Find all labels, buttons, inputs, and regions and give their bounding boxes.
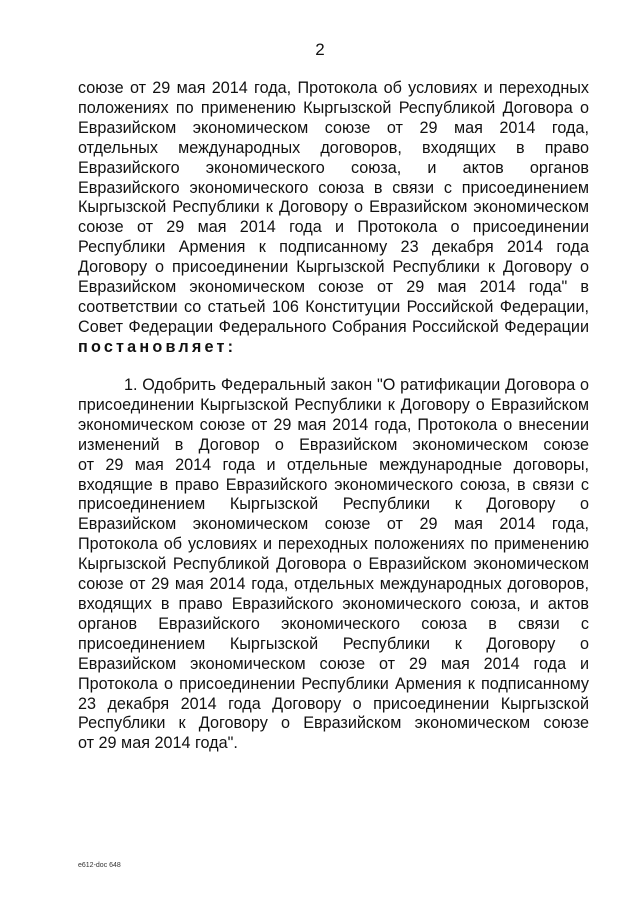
text-line: Протокола об условиях и переходных положениях по применению (78, 535, 589, 554)
text-line: изменений в Договор о Евразийском экономическом союзе (78, 435, 589, 454)
text-line: союзе от 29 мая 2014 года и Протокола о присоединении (78, 218, 589, 237)
text-line: от 29 мая 2014 года". (78, 734, 238, 753)
text-line: Евразийского экономического союза в связи с присоединением (78, 178, 589, 197)
text-line: 1. Одобрить Федеральный закон "О ратификации Договора о (124, 376, 589, 394)
paragraph-preamble (78, 79, 589, 358)
paragraph-approval (78, 376, 589, 754)
text-line: присоединением Кыргызской Республики к Договору о (78, 634, 589, 653)
text-line: 23 декабря 2014 года Договору о присоединении Кыргызской (78, 694, 589, 713)
text-line: органов Евразийского экономического союза в связи с (78, 614, 589, 633)
text-line: Евразийском экономическом союзе от 29 мая 2014 года" в (78, 278, 589, 297)
text-line: присоединении Кыргызской Республики к Договору о Евразийском (78, 395, 589, 414)
text-line: экономическом союзе от 29 мая 2014 года, Протокола о внесении (78, 415, 589, 434)
page-number: 2 (315, 40, 325, 59)
text-line: Евразийском экономическом союзе от 29 мая 2014 года, (78, 118, 589, 137)
text-line: Евразийском экономическом союзе от 29 мая 2014 года и (78, 654, 589, 673)
text-line: Кыргызской Республики к Договору о Евразийском экономическом (78, 198, 589, 217)
text-line: положениях по применению Кыргызской Республикой Договора о (78, 98, 589, 117)
text-line: союзе от 29 мая 2014 года, отдельных международных договоров, (78, 575, 589, 594)
text-line: союзе от 29 мая 2014 года, Протокола об условиях и переходных (78, 79, 589, 97)
resolution-word: постановляет: (78, 337, 237, 356)
text-line: входящие в право Евразийского экономического союза, в связи с (78, 475, 589, 494)
text-line: Евразийского экономического союза, и актов органов (78, 158, 589, 177)
text-line: Протокола о присоединении Республики Армения к подписанному (78, 674, 589, 693)
text-line: Республики к Договору о Евразийском экономическом союзе (78, 714, 589, 733)
text-line: присоединением Кыргызской Республики к Договору о (78, 495, 589, 514)
text-line: входящих в право Евразийского экономического союза, и актов (78, 594, 589, 613)
text-line: Республики Армения к подписанному 23 декабря 2014 года (78, 238, 589, 257)
text-line: Кыргызской Республикой Договора о Евразийском экономическом (78, 555, 589, 574)
text-line: Совет Федерации Федерального Собрания Российской Федерации (78, 317, 589, 336)
text-line: Договору о присоединении Кыргызской Республики к Договору о (78, 258, 589, 277)
document-code: e612-doc 648 (78, 862, 121, 869)
text-line: Евразийском экономическом союзе от 29 мая 2014 года, (78, 515, 589, 534)
text-line: соответствии со статьей 106 Конституции Российской Федерации, (78, 297, 589, 316)
text-line: от 29 мая 2014 года и отдельные международные договоры, (78, 455, 589, 474)
text-line: отдельных международных договоров, входящих в право (78, 138, 589, 157)
